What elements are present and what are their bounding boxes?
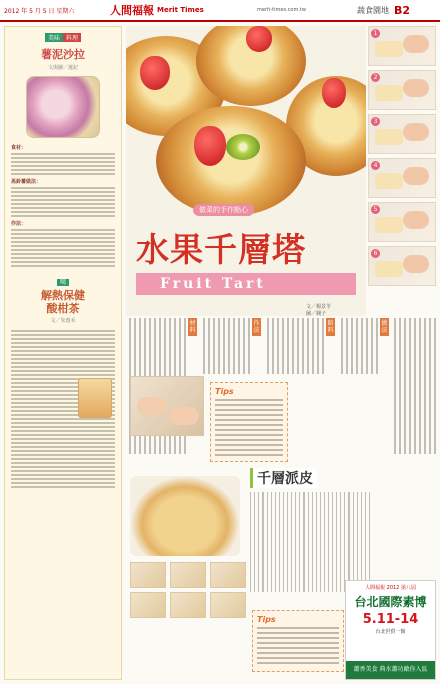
strawberry-image [194,126,226,166]
left-column [4,26,122,680]
text-column [264,318,324,374]
steps-tag: 做法 [381,320,388,334]
pastry-step-photo [130,592,166,618]
website-url: merit-times.com.tw [257,7,306,13]
credit-author: 文／楊景苓 [306,304,332,310]
strawberry-image [140,56,170,90]
section-title: 千層派皮 [250,468,317,488]
method-text [11,229,115,267]
pastry-step-photo [130,562,166,588]
newspaper-logo: 人間福報 [110,4,154,17]
method-tag: 作法 [253,320,260,334]
section-text [250,492,370,592]
hand-image [137,397,167,415]
tips-box-2 [252,610,344,672]
recipe-body [11,144,115,267]
tea-title-line-1: 解熱保健 [41,289,85,302]
pastry-step-photo [210,562,246,588]
tea-kicker [5,277,121,286]
step-photo [368,70,436,110]
page-title: 水果千層塔 [136,230,306,269]
pastry-photo [130,476,240,556]
potato-salad-photo [26,76,100,138]
ad-footer: 蕭香美食 典水蕭功敵你入區 [346,661,435,679]
ingredients-text [11,153,115,175]
step-number: 1 [371,29,380,38]
ad-banner: 人間福報 2012 第八屆 [365,585,416,591]
method-heading: 作法： [11,221,27,227]
ad-place: 台北世貿一館 [375,629,406,635]
tea-title-line-2: 酸柑茶 [46,302,80,315]
expo-advertisement[interactable] [345,580,436,680]
step-number: 6 [371,249,380,258]
step-photo [368,202,436,242]
ad-title: 台北國際素博 [354,595,427,609]
ad-dates: 5.11-14 [362,612,419,627]
process-photo [130,376,204,436]
pastry-step-photo [170,562,206,588]
strawberry-image [246,26,272,52]
hand-image [169,407,199,425]
hero-photo [126,26,366,316]
recipe-title: 薯泥沙拉 [41,48,85,61]
tart-image [156,106,306,216]
issue-date: 2012 年 5 月 5 日 星期六 [4,7,75,15]
page-header [0,0,440,22]
tips-text-2 [257,627,339,664]
kiwi-image [226,134,260,160]
strawberry-image [322,78,346,108]
credit-photo: 圖／翱子 [306,311,327,316]
pastry-step-photo [210,592,246,618]
credit [306,304,331,316]
step-photo [368,114,436,154]
step-number: 3 [371,117,380,126]
pastry-steps [130,562,246,618]
tea-title [5,289,121,315]
text-column [392,318,436,454]
kicker-a: 美味 [45,33,63,42]
tagline: 做菜的手作點心 [193,204,254,216]
tips-title-2: Tips [257,615,276,624]
tips-box [210,382,288,462]
step-photos [368,26,436,290]
step-number: 5 [371,205,380,214]
ingredients-heading: 食材： [11,145,27,151]
potato-method-text [11,187,115,217]
kicker-b: 料理 [63,33,81,42]
tea-kicker-label: 喝 [57,279,69,286]
tea-photo [78,378,112,418]
step-photo [368,246,436,286]
newspaper-logo-en: Merit Times [157,6,204,14]
tea-byline: 文／朱惠禾 [50,318,76,324]
section-name: 蔬食園地 [357,5,389,15]
recipe-kicker [5,33,121,42]
ingredients-tag: 材料 [189,320,196,334]
text-column [200,318,250,374]
tips-title: Tips [215,387,234,396]
page-subtitle: Fruit Tart [136,273,356,295]
tips-text [215,399,283,456]
step-photo [368,26,436,66]
potato-method-heading: 馬鈴薯做法： [11,179,42,185]
page-number: B2 [394,3,411,17]
step-number: 4 [371,161,380,170]
step-photo [368,158,436,198]
filling-tag: 餡料 [327,320,334,334]
pastry-step-photo [170,592,206,618]
text-column [338,318,378,374]
step-number: 2 [371,73,380,82]
recipe-byline: 文與圖／蓮妃 [47,65,78,71]
